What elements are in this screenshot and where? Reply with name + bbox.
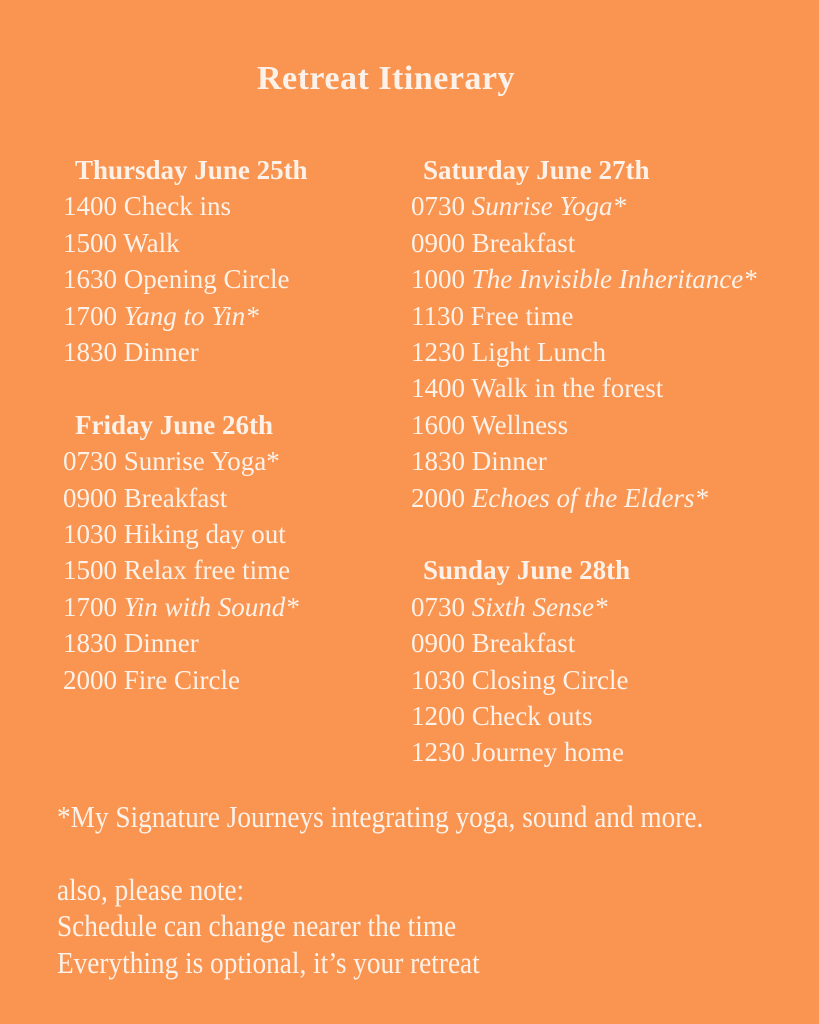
activity-label: Relax free time bbox=[123, 555, 291, 586]
note-line: Schedule can change nearer the time bbox=[57, 908, 457, 944]
schedule-row bbox=[63, 298, 411, 334]
schedule-row bbox=[411, 662, 811, 698]
schedule-row bbox=[411, 734, 811, 770]
note-line: also, please note: bbox=[57, 871, 245, 907]
schedule-row bbox=[63, 662, 411, 698]
schedule-row bbox=[411, 407, 811, 443]
activity-label: Dinner bbox=[123, 337, 199, 368]
schedule-row bbox=[411, 480, 811, 516]
schedule-row bbox=[411, 443, 811, 479]
activity-time: 1500 bbox=[63, 555, 117, 586]
activity-time: 1700 bbox=[63, 591, 117, 622]
schedule-row bbox=[63, 480, 411, 516]
activity-label: Closing Circle bbox=[471, 664, 629, 695]
schedule-row bbox=[411, 370, 811, 406]
activity-label: Yang to Yin* bbox=[123, 300, 259, 331]
activity-time: 1130 bbox=[411, 300, 464, 331]
activity-time: 1400 bbox=[63, 191, 117, 222]
schedule-row bbox=[63, 443, 411, 479]
schedule-row bbox=[411, 225, 811, 261]
activity-time: 1030 bbox=[411, 664, 465, 695]
activity-time: 1830 bbox=[411, 446, 465, 477]
schedule-row bbox=[63, 516, 411, 552]
activity-time: 1830 bbox=[63, 337, 117, 368]
schedule-row bbox=[63, 552, 411, 588]
activity-label: Dinner bbox=[123, 628, 199, 659]
schedule-row bbox=[63, 334, 411, 370]
activity-label: Breakfast bbox=[123, 482, 228, 513]
activity-label: Breakfast bbox=[471, 628, 576, 659]
schedule-column-left bbox=[63, 152, 411, 734]
activity-label: Echoes of the Elders* bbox=[471, 482, 708, 513]
signature-footnote: *My Signature Journeys integrating yoga, sound and more. bbox=[57, 799, 704, 834]
activity-time: 1000 bbox=[411, 264, 465, 295]
activity-label: Check ins bbox=[123, 191, 231, 222]
activity-label: Walk in the forest bbox=[471, 373, 664, 404]
schedule-row bbox=[411, 625, 811, 661]
schedule-row bbox=[411, 334, 811, 370]
activity-label: Yin with Sound* bbox=[123, 591, 299, 622]
activity-label: Sunrise Yoga* bbox=[471, 191, 627, 222]
schedule-row bbox=[63, 225, 411, 261]
activity-time: 1400 bbox=[411, 373, 465, 404]
activity-time: 0730 bbox=[411, 591, 465, 622]
day-header: Friday June 26th bbox=[75, 409, 274, 440]
activity-time: 1630 bbox=[63, 264, 117, 295]
activity-time: 1230 bbox=[411, 337, 465, 368]
activity-label: The Invisible Inheritance* bbox=[471, 264, 757, 295]
activity-time: 1030 bbox=[63, 519, 117, 550]
activity-time: 2000 bbox=[411, 482, 465, 513]
activity-time: 1700 bbox=[63, 300, 117, 331]
activity-label: Opening Circle bbox=[123, 264, 290, 295]
notes-block bbox=[57, 872, 791, 981]
activity-label: Breakfast bbox=[471, 227, 576, 258]
activity-time: 0730 bbox=[63, 446, 117, 477]
schedule-row bbox=[411, 589, 811, 625]
schedule-row bbox=[63, 589, 411, 625]
day-block bbox=[411, 152, 811, 516]
activity-time: 0900 bbox=[63, 482, 117, 513]
schedule-row bbox=[411, 698, 811, 734]
activity-time: 1500 bbox=[63, 227, 117, 258]
activity-label: Walk bbox=[123, 227, 180, 258]
activity-time: 1600 bbox=[411, 409, 465, 440]
activity-time: 1230 bbox=[411, 737, 465, 768]
schedule-columns bbox=[63, 152, 819, 807]
schedule-row bbox=[63, 625, 411, 661]
schedule-row bbox=[63, 188, 411, 224]
day-header: Saturday June 27th bbox=[423, 155, 650, 185]
activity-label: Free time bbox=[470, 300, 574, 331]
activity-label: Wellness bbox=[471, 409, 569, 440]
schedule-row bbox=[411, 188, 811, 224]
activity-label: Light Lunch bbox=[471, 337, 606, 368]
activity-time: 0900 bbox=[411, 227, 465, 258]
activity-time: 2000 bbox=[63, 664, 117, 695]
activity-time: 0730 bbox=[411, 191, 465, 222]
day-header: Thursday June 25th bbox=[75, 155, 308, 185]
schedule-row bbox=[411, 261, 811, 297]
activity-label: Hiking day out bbox=[123, 519, 286, 550]
activity-time: 1200 bbox=[411, 701, 465, 732]
footer bbox=[57, 799, 791, 981]
activity-time: 0900 bbox=[411, 628, 465, 659]
page-title: Retreat Itinerary bbox=[256, 60, 516, 97]
activity-time: 1830 bbox=[63, 628, 117, 659]
activity-label: Dinner bbox=[471, 446, 547, 477]
day-block bbox=[411, 552, 811, 770]
day-header: Sunday June 28th bbox=[423, 555, 631, 586]
day-block bbox=[63, 152, 411, 370]
activity-label: Journey home bbox=[471, 737, 624, 768]
schedule-row bbox=[63, 261, 411, 297]
schedule-row bbox=[411, 298, 811, 334]
activity-label: Sunrise Yoga* bbox=[123, 446, 280, 477]
activity-label: Sixth Sense* bbox=[471, 591, 608, 622]
activity-label: Fire Circle bbox=[123, 664, 240, 695]
day-block bbox=[63, 407, 411, 698]
schedule-column-right bbox=[411, 152, 811, 807]
note-line: Everything is optional, it’s your retreat bbox=[57, 944, 480, 980]
activity-label: Check outs bbox=[471, 701, 593, 732]
